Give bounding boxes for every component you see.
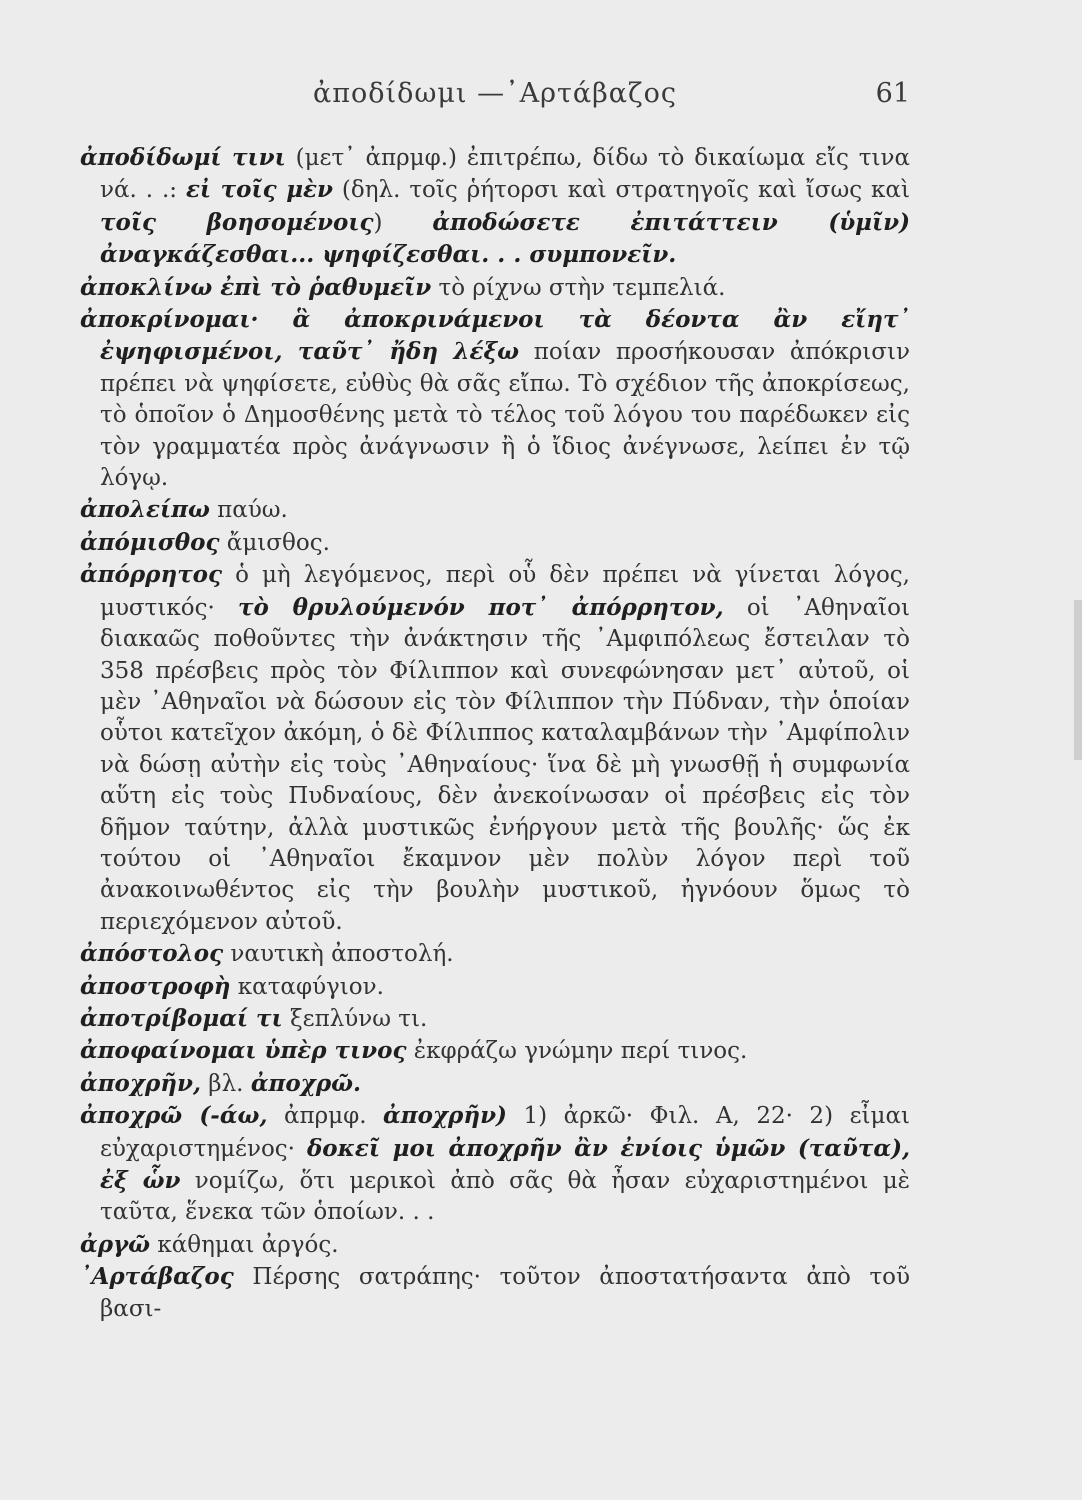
quoted-greek-phrase: τὸ θρυλούμενόν ποτ᾿ ἀπόρρητον, [237,593,724,621]
glossary-entry [80,304,910,494]
entry-headword: ἀποχρῆν, [80,1069,201,1097]
glossary-entry [80,1003,910,1035]
glossary-entry [80,142,910,272]
definition-text: ) [373,209,433,236]
entry-headword: ἀποδίδωμί τινι [80,144,286,171]
definition-text: ὁ μὴ λεγόμενος, περὶ οὗ δὲν πρέπει νὰ γίνεται λόγος, μυστικός· [100,562,910,621]
entry-headword: ᾿Αρτάβαζος [80,1263,234,1291]
page-header [80,78,910,118]
definition-text: νομίζω, ὅτι μερικοὶ ἀπὸ σᾶς θὰ ἦσαν εὐχαριστημένοι μὲ ταῦτα, ἕνεκα τῶν ὁποίων. . . [100,1168,910,1226]
glossary-entry [80,938,910,970]
running-title: ἀποδίδωμι —᾿Αρτάβαζος [313,78,677,109]
definition-text: ἀπρμφ. [267,1103,384,1130]
quoted-greek-phrase: ἀποδώσετε ἐπιτάττειν (ὑμῖν) ἀναγκάζεσθαι... ψηφίζεσθαι. . . συμπονεῖν. [100,208,910,269]
glossary-entry [80,559,910,938]
definition-text: κάθημαι ἀργός. [150,1231,339,1258]
glossary-entry [80,494,910,526]
definition-text: καταφύγιον. [230,973,384,1000]
entry-headword: ἀποστροφὴ [80,972,231,1000]
glossary-entry [80,1035,910,1067]
quoted-greek-phrase: ἀποχρῶ. [250,1069,362,1097]
glossary-entry [80,1068,910,1100]
definition-text: τὸ ρίχνω στὴν τεμπελιά. [431,274,726,301]
quoted-greek-phrase: ἀποχρῆν) [383,1102,507,1130]
definition-text: 1) ἀρκῶ· Φιλ. Α, 22· 2) εἶμαι εὐχαριστημένος· [100,1103,910,1162]
definition-text: ναυτικὴ ἀποστολή. [223,941,454,968]
glossary-entry [80,971,910,1003]
quoted-greek-phrase: τοῖς βοησομένοις [100,208,374,236]
quoted-greek-phrase: ἃ ἀποκρινάμενοι τὰ δέοντα ἂν εἴητ᾿ ἐψηφισμένοι, ταῦτ᾿ ἤδη λέξω [100,306,910,366]
quoted-greek-phrase: εἰ τοῖς μὲν [185,176,333,204]
page-edge-shadow [1074,600,1082,760]
definition-text: ξεπλύνω τι. [282,1005,428,1032]
entry-headword: ἀποχρῶ (-άω, [80,1102,268,1130]
glossary-entry [80,1229,910,1261]
glossary-entry [80,272,910,304]
glossary-entry [80,1100,910,1229]
definition-text: παύω. [209,497,288,524]
entry-headword: ἀποφαίνομαι ὑπὲρ τινος [80,1037,407,1065]
glossary-body [80,142,910,1325]
definition-text: (δηλ. τοῖς ῥήτορσι καὶ στρατηγοῖς καὶ ἴσως καὶ [333,177,910,204]
entry-headword: ἀπόστολος [80,940,224,968]
entry-headword: ἀπόμισθος [80,528,220,556]
entry-headword: ἀπολείπω [80,496,210,524]
glossary-entry [80,527,910,559]
definition-text: οἱ ᾿Αθηναῖοι διακαῶς ποθοῦντες τὴν ἀνάκτησιν τῆς ᾿Αμφιπόλεως ἔστειλαν τὸ 358 πρέσβεις πρὸς τὸν Φίλιππον καὶ συνεφώνησαν μετ᾿ αὐτοῦ, οἱ μὲν ᾿Αθηναῖοι νὰ δώσουν εἰς τὸν Φίλιππον τὴν Πύδναν, τὴν ὁποίαν οὗτοι κατεῖχον ἀκόμη, ὁ δὲ Φίλιππος καταλαμβάνων τὴν ᾿Αμφίπολιν νὰ δώσῃ αὐτὴν εἰς τοὺς ᾿Αθηναίους· ἵνα δὲ μὴ γνωσθῇ ἡ συμφωνία αὕτη εἰς τοὺς Πυδναίους, δὲν ἀνεκοίνωσαν οἱ πρέσβεις εἰς τὸν δῆμον ταύτην, ἀλλὰ μυστικῶς ἐνήργουν μετὰ τῆς βουλῆς· ὥς ἐκ τούτου οἱ ᾿Αθηναῖοι ἔκαμνον μὲν πολὺν λόγον περὶ τοῦ ἀνακοινωθέντος εἰς τὴν βουλὴν μυστικοῦ, ἠγνόουν ὅμως τὸ περιεχόμενον αὐτοῦ. [100,594,910,935]
definition-text: ποίαν προσήκουσαν ἀπόκρισιν πρέπει νὰ ψηφίσετε, εὐθὺς θὰ σᾶς εἴπω. Τὸ σχέδιον τῆς ἀποκρίσεως, τὸ ὁποῖον ὁ Δημοσθένης μετὰ τὸ τέλος τοῦ λόγου του παρέδωκεν εἰς τὸν γραμματέα πρὸς ἀνάγνωσιν ἢ ὁ ἴδιος ἀνέγνωσε, λείπει ἐν τῷ λόγῳ. [100,339,910,492]
entry-headword: ἀπόρρητος [80,561,223,589]
entry-headword: ἀποκρίνομαι· [80,306,259,334]
entry-headword: ἀποτρίβομαί τι [80,1004,283,1032]
entry-headword: ἀργῶ [80,1230,151,1258]
page-number: 61 [875,78,910,109]
definition-text: Πέρσης σατράπης· τοῦτον ἀποστατήσαντα ἀπὸ τοῦ βασι- [100,1264,910,1322]
definition-text: ἄμισθος. [219,529,330,556]
definition-text: (μετ᾿ ἀπρμφ.) ἐπιτρέπω, δίδω τὸ δικαίωμα εἴς τινα νά. . .: [100,145,910,204]
definition-text: ἐκφράζω γνώμην περί τινος. [406,1038,748,1065]
quoted-greek-phrase: δοκεῖ μοι ἀποχρῆν ἂν ἐνίοις ὑμῶν (ταῦτα), ἐξ ὧν [100,1134,910,1194]
definition-text: βλ. [201,1070,251,1097]
entry-headword: ἀποκλίνω ἐπὶ τὸ ῥαθυμεῖν [80,273,432,301]
glossary-entry [80,1261,910,1325]
